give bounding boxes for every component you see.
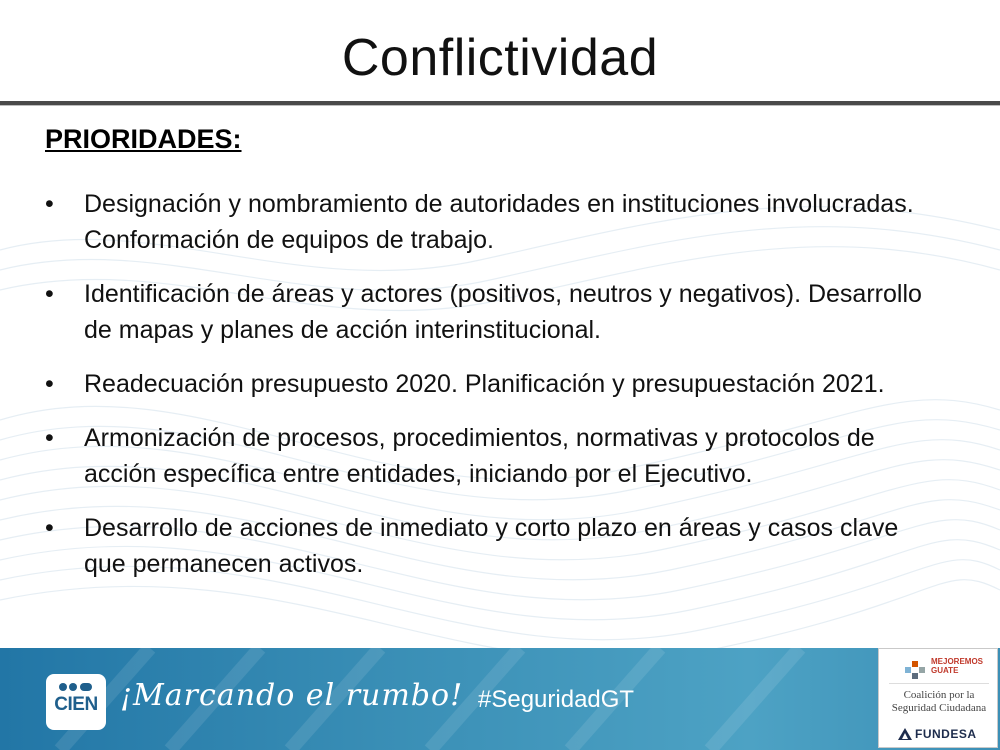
fundesa-logo-icon — [897, 727, 913, 741]
list-item-text: Designación y nombramiento de autoridades en instituciones involucradas. Conformación de equipos de trabajo. — [84, 190, 914, 254]
cien-logo-icon — [46, 674, 106, 730]
bullet-icon: • — [45, 370, 54, 398]
bullet-icon: • — [45, 280, 54, 308]
bullet-icon: • — [45, 424, 54, 452]
title-divider-shadow — [0, 105, 1000, 106]
list-item-text: Readecuación presupuesto 2020. Planificación y presupuestación 2021. — [84, 370, 885, 398]
list-item — [45, 186, 945, 258]
hashtag: #SeguridadGT — [478, 686, 635, 713]
mejoremos-guate-logo-icon — [903, 657, 929, 681]
bullet-icon: • — [45, 190, 54, 218]
cien-logo-dots — [58, 682, 94, 692]
priorities-list — [45, 186, 945, 600]
list-item-text: Desarrollo de acciones de inmediato y corto plazo en áreas y casos clave que permanecen activos. — [84, 514, 899, 578]
list-item — [45, 420, 945, 492]
list-item-text: Armonización de procesos, procedimientos, normativas y protocolos de acción específica entre entidades, iniciando por el Ejecutivo. — [84, 424, 875, 488]
partner-logos — [878, 648, 998, 748]
footer-bar — [0, 648, 1000, 750]
list-item — [45, 510, 945, 582]
slide-title: Conflictividad — [341, 29, 659, 87]
list-item — [45, 276, 945, 348]
cien-logo-text: CIEN — [54, 694, 98, 715]
mejoremos-guate-text: MEJOREMOS GUATE — [931, 657, 984, 675]
coalition-text: Coalición por la Seguridad Ciudadana — [891, 689, 987, 714]
list-item — [45, 366, 945, 402]
section-heading: PRIORIDADES: — [45, 124, 242, 154]
slogan: ¡Marcando el rumbo! — [120, 678, 464, 713]
bullet-icon: • — [45, 514, 54, 542]
partner-divider — [889, 683, 989, 684]
fundesa-text: FUNDESA — [915, 727, 977, 741]
list-item-text: Identificación de áreas y actores (positivos, neutros y negativos). Desarrollo de mapas y planes de acción interinstitucional. — [84, 280, 922, 344]
